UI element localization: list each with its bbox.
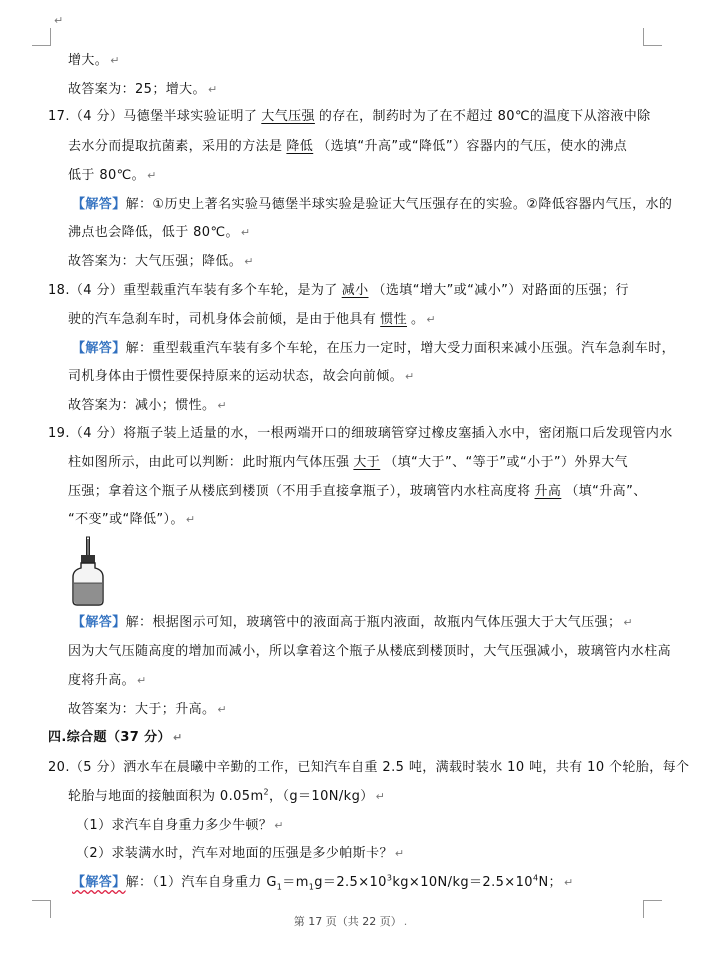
solution-19-line-1 [72, 614, 633, 632]
paragraph-mark: ↵ [217, 399, 228, 412]
text: （选填“升高”或“降低”）容器内的气压，使水的沸点 [317, 139, 628, 154]
top-paragraph-mark: ↵ [54, 14, 64, 27]
solution-18-line-1 [72, 340, 675, 358]
text: 沸点也会降低，低于 80℃。 [68, 225, 239, 240]
rubber-stopper [81, 555, 95, 563]
answer-blank: 大气压强 [261, 109, 315, 124]
question-number: 17. [48, 109, 70, 124]
paragraph-mark: ↵ [394, 847, 405, 860]
text: ，（g＝10N/kg） [269, 789, 374, 804]
text: 柱如图所示，由此可以判断：此时瓶内气体压强 [68, 455, 350, 470]
paragraph-mark: ↵ [110, 54, 120, 67]
text: 。 [411, 312, 425, 327]
solution-tag: 【解答】 [72, 875, 126, 890]
paragraph-mark: ↵ [207, 83, 218, 96]
question-19-line-4 [68, 511, 195, 529]
answer-17 [68, 253, 254, 271]
text: 去水分而提取抗菌素，采用的方法是 [68, 139, 283, 154]
question-score: （4 分） [69, 109, 124, 124]
section-heading [48, 729, 183, 747]
text: 司机身体由于惯性要保持原来的运动状态，故会向前倾。 [68, 369, 404, 384]
question-18-line-2 [68, 311, 436, 329]
question-score: （5 分） [69, 760, 124, 775]
question-20-sub-2 [76, 845, 405, 863]
paragraph-mark: ↵ [147, 169, 157, 182]
paragraph-mark: ↵ [240, 226, 251, 239]
text: 驶的汽车急刹车时，司机身体会前倾，是由于他具有 [68, 312, 377, 327]
solution-tag: 【解答】 [72, 341, 126, 356]
text: N； [538, 875, 562, 890]
flask-with-glass-tube-figure [70, 535, 106, 607]
superscript: 4 [532, 873, 539, 883]
solution-19-line-2 [68, 643, 671, 661]
solution-17-line-1 [72, 196, 672, 214]
page-number: 第 17 页（共 22 页） [293, 915, 402, 928]
text: kg×10N/kg＝2.5×10 [392, 875, 533, 890]
text: 重型载重汽车装有多个车轮，是为了 [123, 283, 338, 298]
crop-mark-top-left-h [32, 45, 51, 46]
text: 四.综合题（37 分） [48, 730, 171, 745]
question-19-line-1 [48, 425, 673, 443]
paragraph-mark: ↵ [217, 703, 228, 716]
text: 解：重型载重汽车装有多个车轮，在压力一定时，增大受力面积来减小压强。汽车急刹车时， [125, 341, 676, 356]
answer-19 [68, 701, 227, 719]
paragraph-mark: ↵ [274, 819, 284, 832]
paragraph-mark: ↵ [185, 513, 196, 526]
page-footer [0, 913, 701, 929]
solution-17-line-2 [68, 224, 251, 242]
text: 马德堡半球实验证明了 [123, 109, 258, 124]
question-19-line-2 [68, 454, 628, 472]
text: g＝2.5×10 [314, 875, 387, 890]
text: 故答案为：减小；惯性。 [68, 398, 216, 413]
paragraph-mark: ↵ [405, 370, 415, 383]
text: （选填“增大”或“减小”）对路面的压强；行 [372, 283, 629, 298]
solution-tag: 【解答】 [72, 197, 126, 212]
question-19-line-3 [68, 483, 647, 501]
text: 的存在，制药时为了在不超过 80℃的温度下从溶液中除 [318, 109, 651, 124]
text: 度将升高。 [68, 673, 136, 688]
text: 因为大气压随高度的增加而减小，所以拿着这个瓶子从楼底到楼顶时，大气压强减小，玻璃管内水柱高 [68, 644, 672, 659]
solution-18-line-2 [68, 368, 415, 386]
text: 轮胎与地面的接触面积为 0.05m [68, 789, 264, 804]
paragraph-mark: ↵ [375, 790, 386, 803]
text: 故答案为：大气压强；降低。 [68, 254, 243, 269]
question-score: （4 分） [69, 426, 124, 441]
bottle-water [74, 583, 102, 604]
text: 低于 80℃。 [68, 168, 146, 183]
question-17-line-2 [68, 138, 627, 156]
answer-line: 故答案为：25；增大。 [68, 82, 206, 97]
text: 解：根据图示可知，玻璃管中的液面高于瓶内液面，故瓶内气体压强大于大气压强； [125, 615, 622, 630]
crop-mark-bottom-left-h [32, 900, 51, 901]
solution-20-line-1 [72, 874, 574, 892]
text: “不变”或“降低”）。 [68, 512, 184, 527]
text: 解：①历史上著名实验马德堡半球实验是验证大气压强存在的实验。②降低容器内气压，水的 [125, 197, 673, 212]
answer-18 [68, 397, 227, 415]
superscript: 2 [263, 787, 270, 797]
paragraph-mark: ↵ [172, 731, 183, 744]
answer-blank: 升高 [534, 484, 562, 499]
subscript: 1 [308, 882, 315, 892]
text: 解：（1）汽车自身重力 G [125, 875, 277, 890]
text: 压强；拿着这个瓶子从楼底到楼顶（不用手直接拿瓶子），玻璃管内水柱高度将 [68, 484, 531, 499]
paragraph-mark: ↵ [137, 674, 147, 687]
question-17-line-3 [68, 167, 157, 185]
subscript: 1 [276, 882, 283, 892]
question-17-line-1 [48, 108, 651, 126]
text: （1）求汽车自身重力多少牛顿？ [76, 818, 273, 833]
footer-mark: . [403, 915, 408, 928]
text: （填“升高”、 [565, 484, 647, 499]
question-18-line-1 [48, 282, 629, 300]
question-score: （4 分） [69, 283, 124, 298]
question-20-sub-1 [76, 817, 284, 835]
crop-mark-top-right-h [643, 45, 662, 46]
crop-mark-top-left-v [50, 28, 51, 46]
question-20-line-1 [48, 759, 689, 777]
superscript: 3 [386, 873, 393, 883]
text: ＝m [282, 875, 309, 890]
question-number: 20. [48, 760, 70, 775]
text: 增大。 [68, 53, 109, 68]
question-20-line-2 [68, 788, 385, 806]
text: 将瓶子装上适量的水，一根两端开口的细玻璃管穿过橡皮塞插入水中，密闭瓶口后发现管内水 [123, 426, 673, 441]
text-line [68, 81, 218, 99]
question-number: 18. [48, 283, 70, 298]
paragraph-mark: ↵ [623, 616, 634, 629]
crop-mark-top-right-v [643, 28, 644, 46]
text: （填“大于”、“等于”或“小于”）外界大气 [384, 455, 629, 470]
crop-mark-bottom-right-h [643, 900, 662, 901]
solution-tag: 【解答】 [72, 615, 126, 630]
paragraph-mark: ↵ [563, 876, 574, 889]
text: 洒水车在晨曦中辛勤的工作，已知汽车自重 2.5 吨，满载时装水 10 吨，共有 10 个轮胎，每个 [123, 760, 690, 775]
answer-blank: 降低 [286, 139, 314, 154]
solution-19-line-3 [68, 672, 147, 690]
answer-blank: 减小 [341, 283, 369, 298]
answer-blank: 惯性 [380, 312, 408, 327]
text: （2）求装满水时，汽车对地面的压强是多少帕斯卡？ [76, 846, 393, 861]
text: 故答案为：大于；升高。 [68, 702, 216, 717]
paragraph-mark: ↵ [426, 313, 437, 326]
answer-blank: 大于 [353, 455, 381, 470]
paragraph-mark: ↵ [244, 255, 254, 268]
text-line [68, 52, 120, 70]
question-number: 19. [48, 426, 70, 441]
